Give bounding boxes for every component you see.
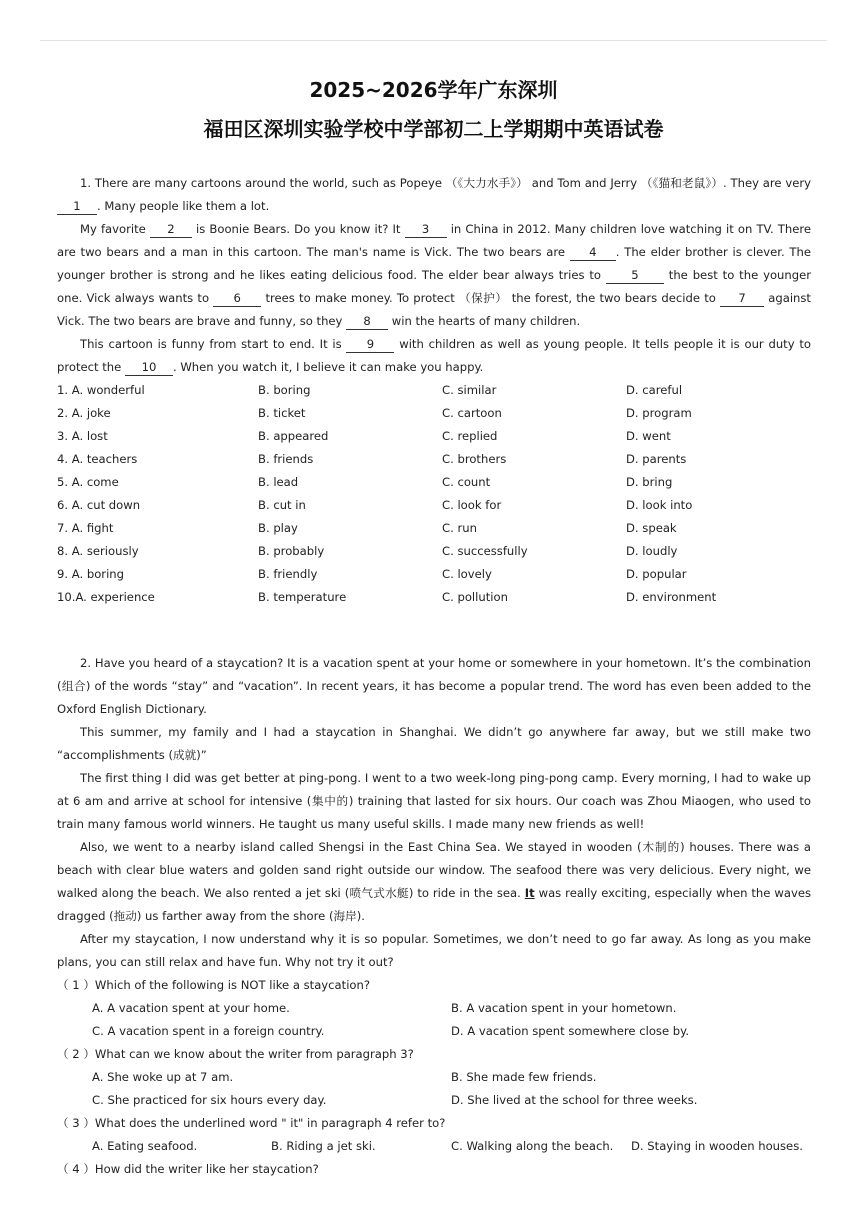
q2-option-d: D. She lived at the school for three weeks. <box>451 1093 698 1107</box>
blank-3: 3 <box>405 222 447 238</box>
q1-option-d: D. A vacation spent somewhere close by. <box>451 1024 690 1038</box>
blank-5: 5 <box>606 268 664 284</box>
question-3: （ 3 ）What does the underlined word " it" in paragraph 4 refer to? <box>57 1116 446 1130</box>
option-b: B. lead <box>258 475 299 489</box>
underlined-word-it: It <box>524 886 535 900</box>
reading-paragraph-4: Also, we went to a nearby island called Shengsi in the East China Sea. We stayed in wooden (木制的) houses. There was a beach with clear blue waters and golden sand right outside our window. The seafood there was very delicious. Every night, we walked along the beach. We also rented a jet ski (喷气式水艇) to ride in the sea. It was really exciting, especially when the waves dragged (拖动) us farther away from the shore (海岸). <box>57 840 811 923</box>
option-d: D. went <box>626 429 671 443</box>
option-row-7 <box>57 517 817 540</box>
exam-title-line1: 2025~2026学年广东深圳 <box>309 78 558 102</box>
reading-paragraph-3: The first thing I did was get better at ping-pong. I went to a two week-long ping-pong camp. Every morning, I had to wake up at 6 am and arrive at school for intensive (集中的) training that lasted for six hours. Our coach was Zhou Miaogen, who used to train many famous world winners. He taught us many useful skills. I made many new friends as well! <box>57 771 811 831</box>
option-a: 9. A. boring <box>57 567 124 581</box>
option-b: B. probably <box>258 544 325 558</box>
cloze-paragraph-1: 1. There are many cartoons around the world, such as Popeye （《大力水手》） and Tom and Jerry （《猫和老鼠》）. They are very 1 . Many people like them a lot. <box>57 172 811 218</box>
q2-option-a: A. She woke up at 7 am. <box>92 1070 234 1084</box>
option-d: D. popular <box>626 567 687 581</box>
option-d: D. loudly <box>626 544 678 558</box>
cloze-paragraph-3: This cartoon is funny from start to end. It is 9 with children as well as young people. It tells people it is our duty to protect the 10 . When you watch it, I believe it can make you happy. <box>57 337 811 374</box>
q3-option-d: D. Staying in wooden houses. <box>631 1139 803 1153</box>
option-a: 1. A. wonderful <box>57 383 145 397</box>
option-row-2 <box>57 402 817 425</box>
option-c: C. count <box>442 475 491 489</box>
option-c: C. lovely <box>442 567 492 581</box>
option-c: C. run <box>442 521 477 535</box>
reading-paragraph-1: 2. Have you heard of a staycation? It is a vacation spent at your home or somewhere in your hometown. It’s the combination (组合) of the words “stay” and “vacation”. In recent years, it has become a popular trend. The word has even been added to the Oxford English Dictionary. <box>57 656 811 716</box>
option-b: B. friends <box>258 452 314 466</box>
blank-9: 9 <box>346 337 394 353</box>
option-c: C. brothers <box>442 452 507 466</box>
page-top-rule <box>40 40 827 41</box>
option-row-8 <box>57 540 817 563</box>
option-b: B. temperature <box>258 590 347 604</box>
option-a: 3. A. lost <box>57 429 108 443</box>
option-a: 8. A. seriously <box>57 544 139 558</box>
option-b: B. ticket <box>258 406 306 420</box>
option-b: B. friendly <box>258 567 318 581</box>
option-c: C. look for <box>442 498 502 512</box>
question-2: （ 2 ）What can we know about the writer from paragraph 3? <box>57 1047 414 1061</box>
option-row-6 <box>57 494 817 517</box>
option-b: B. play <box>258 521 298 535</box>
option-c: C. similar <box>442 383 497 397</box>
question-1: （ 1 ）Which of the following is NOT like a staycation? <box>57 978 371 992</box>
option-d: D. bring <box>626 475 673 489</box>
option-b: B. cut in <box>258 498 306 512</box>
blank-8: 8 <box>346 314 388 330</box>
option-a: 10.A. experience <box>57 590 155 604</box>
question-4: （ 4 ）How did the writer like her staycation? <box>57 1162 319 1176</box>
option-d: D. speak <box>626 521 677 535</box>
option-a: 4. A. teachers <box>57 452 138 466</box>
option-c: C. replied <box>442 429 498 443</box>
option-d: D. parents <box>626 452 687 466</box>
option-d: D. careful <box>626 383 683 397</box>
option-row-4 <box>57 448 817 471</box>
blank-4: 4 <box>570 245 616 261</box>
option-d: D. look into <box>626 498 693 512</box>
blank-7: 7 <box>720 291 764 307</box>
option-row-5 <box>57 471 817 494</box>
blank-1: 1 <box>57 199 97 215</box>
q1-option-a: A. A vacation spent at your home. <box>92 1001 290 1015</box>
q3-option-b: B. Riding a jet ski. <box>271 1139 376 1153</box>
option-row-10 <box>57 586 817 609</box>
q1-option-b: B. A vacation spent in your hometown. <box>451 1001 677 1015</box>
option-c: C. successfully <box>442 544 528 558</box>
option-c: C. pollution <box>442 590 508 604</box>
cloze-paragraph-2: My favorite 2 is Boonie Bears. Do you know it? It 3 in China in 2012. Many children love watching it on TV. There are two bears and a man in this cartoon. The man's name is Vick. The two bears are 4 . The elder brother is clever. The younger brother is strong and he likes eating delicious food. The elder bear always tries to 5 the best to the younger one. Vick always wants to 6 trees to make money. To protect （保护） the forest, the two bears decide to 7 against Vick. The two bears are brave and funny, so they 8 win the hearts of many children. <box>57 222 812 328</box>
q3-option-c: C. Walking along the beach. <box>451 1139 614 1153</box>
q2-option-b: B. She made few friends. <box>451 1070 597 1084</box>
q2-option-c: C. She practiced for six hours every day. <box>92 1093 327 1107</box>
option-a: 2. A. joke <box>57 406 111 420</box>
option-b: B. boring <box>258 383 311 397</box>
option-a: 6. A. cut down <box>57 498 141 512</box>
option-row-1 <box>57 379 817 402</box>
option-a: 7. A. fight <box>57 521 114 535</box>
option-row-3 <box>57 425 817 448</box>
exam-title-line2: 福田区深圳实验学校中学部初二上学期期中英语试卷 <box>203 117 664 141</box>
reading-paragraph-2: This summer, my family and I had a staycation in Shanghai. We didn’t go anywhere far away, but we still make two “accomplishments (成就)” <box>57 725 811 762</box>
option-b: B. appeared <box>258 429 329 443</box>
option-row-9 <box>57 563 817 586</box>
option-c: C. cartoon <box>442 406 502 420</box>
blank-2: 2 <box>150 222 192 238</box>
blank-10: 10 <box>125 360 173 376</box>
blank-6: 6 <box>213 291 261 307</box>
reading-paragraph-5: After my staycation, I now understand why it is so popular. Sometimes, we don’t need to go far away. As long as you make plans, you can still relax and have fun. Why not try it out? <box>57 932 811 969</box>
option-a: 5. A. come <box>57 475 119 489</box>
q1-option-c: C. A vacation spent in a foreign country. <box>92 1024 325 1038</box>
q3-option-a: A. Eating seafood. <box>92 1139 198 1153</box>
option-d: D. program <box>626 406 692 420</box>
option-d: D. environment <box>626 590 717 604</box>
